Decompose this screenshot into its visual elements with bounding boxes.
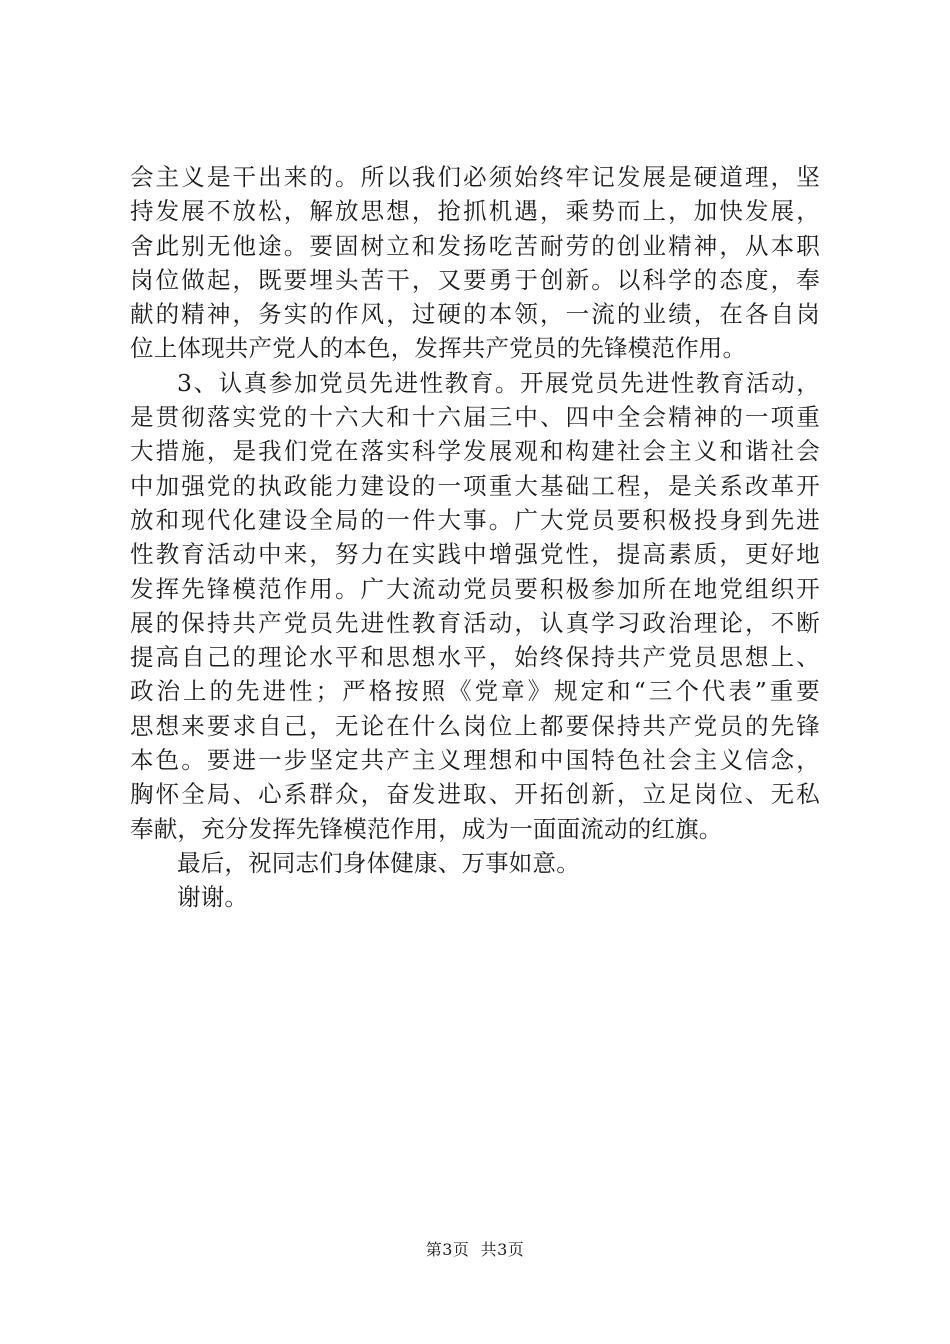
text-line: 舍此别无他途。要固树立和发扬吃苦耐劳的创业精神，从本职: [130, 231, 820, 260]
text-line: 位上体现共产党人的本色，发挥共产党员的先锋模范作用。: [130, 334, 747, 363]
text-line: 持发展不放松，解放思想，抢抓机遇，乘势而上，加快发展，: [130, 197, 820, 226]
page-footer: [0, 1240, 950, 1260]
page-number-label: 第3页 共3页: [425, 1240, 525, 1259]
text-line: 谢谢。: [177, 883, 249, 912]
text-line: 中加强党的执政能力建设的一项重大基础工程，是关系改革开: [130, 471, 820, 500]
text-line: 奉献，充分发挥先锋模范作用，成为一面面流动的红旗。: [130, 814, 723, 843]
text-line: 提高自己的理论水平和思想水平，始终保持共产党员思想上、: [130, 643, 820, 672]
text-line: 发挥先锋模范作用。广大流动党员要积极参加所在地党组织开: [130, 574, 820, 603]
text-line: 献的精神，务实的作风，过硬的本领，一流的业绩，在各自岗: [130, 300, 820, 329]
text-line: 胸怀全局、心系群众，奋发进取、开拓创新，立足岗位、无私: [130, 780, 820, 809]
document-body: [130, 160, 820, 915]
text-line: 3、认真参加党员先进性教育。开展党员先进性教育活动，: [177, 368, 820, 397]
text-line: 性教育活动中来，努力在实践中增强党性，提高素质，更好地: [130, 540, 820, 569]
text-line: 会主义是干出来的。所以我们必须始终牢记发展是硬道理，坚: [130, 163, 820, 191]
text-line: 本色。要进一步坚定共产主义理想和中国特色社会主义信念，: [130, 746, 820, 775]
text-line: 岗位做起，既要埋头苦干，又要勇于创新。以科学的态度，奉: [130, 265, 820, 294]
text-line: 是贯彻落实党的十六大和十六届三中、四中全会精神的一项重: [130, 403, 820, 432]
text-line: 大措施，是我们党在落实科学发展观和构建社会主义和谐社会: [130, 437, 820, 466]
text-line: 展的保持共产党员先进性教育活动，认真学习政治理论，不断: [130, 608, 820, 637]
text-line: 最后，祝同志们身体健康、万事如意。: [177, 848, 580, 877]
text-line: 放和现代化建设全局的一件大事。广大党员要积极投身到先进: [130, 505, 820, 534]
text-line: 政治上的先进性；严格按照《党章》规定和“三个代表”重要: [130, 677, 820, 706]
text-line: 思想来要求自己，无论在什么岗位上都要保持共产党员的先锋: [130, 711, 820, 740]
